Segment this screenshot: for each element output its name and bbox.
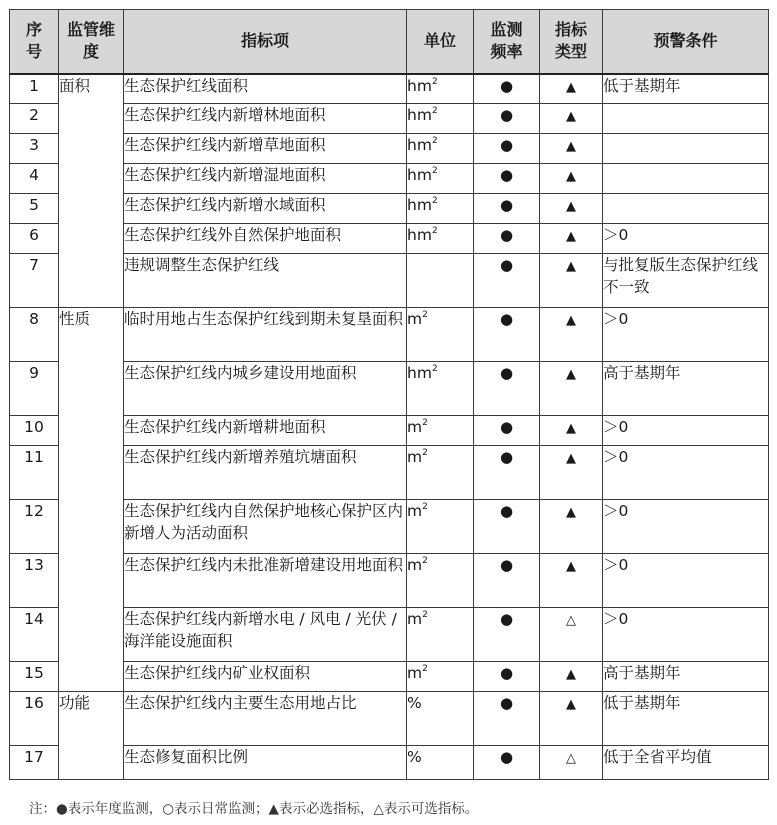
unit-cell — [407, 194, 474, 224]
optional-triangle-icon: △ — [566, 751, 576, 766]
type-cell — [540, 164, 603, 194]
indicator-cell: 生态保护红线外自然保护地面积 — [124, 224, 407, 254]
unit-base: m — [407, 556, 423, 574]
table-row — [10, 362, 769, 416]
unit-base: hm — [407, 226, 432, 244]
unit-cell — [407, 224, 474, 254]
row-number: 5 — [10, 194, 59, 224]
unit-cell — [407, 104, 474, 134]
warning-cell: 低于基期年 — [603, 74, 769, 104]
warning-cell — [603, 194, 769, 224]
indicator-cell: 生态保护红线面积 — [124, 74, 407, 104]
row-number: 2 — [10, 104, 59, 134]
header-no: 序号 — [10, 10, 59, 74]
table-row — [10, 134, 769, 164]
warning-cell: ＞0 — [603, 446, 769, 500]
header-dimension: 监管维度 — [59, 10, 124, 74]
unit-exponent: 2 — [422, 502, 428, 512]
indicator-cell: 生态保护红线内新增林地面积 — [124, 104, 407, 134]
unit-base: hm — [407, 364, 432, 382]
table-row — [10, 692, 769, 746]
table-row — [10, 104, 769, 134]
header-type: 指标类型 — [540, 10, 603, 74]
required-triangle-icon: ▲ — [566, 367, 576, 382]
row-number: 11 — [10, 446, 59, 500]
row-number: 13 — [10, 554, 59, 608]
annual-monitoring-dot-icon: ● — [499, 448, 514, 466]
unit-base: hm — [407, 76, 432, 95]
row-number: 8 — [10, 308, 59, 362]
type-cell — [540, 104, 603, 134]
frequency-cell — [474, 308, 540, 362]
annual-monitoring-dot-icon: ● — [499, 694, 514, 712]
warning-cell: 与批复版生态保护红线不一致 — [603, 254, 769, 308]
warning-cell: ＞0 — [603, 224, 769, 254]
type-cell — [540, 554, 603, 608]
type-cell — [540, 446, 603, 500]
table-row — [10, 164, 769, 194]
unit-base: m — [407, 418, 423, 436]
type-cell — [540, 308, 603, 362]
frequency-cell — [474, 74, 540, 104]
row-number: 10 — [10, 416, 59, 446]
indicator-cell: 生态保护红线内自然保护地核心保护区内新增人为活动面积 — [124, 500, 407, 554]
header-frequency: 监测频率 — [474, 10, 540, 74]
indicator-cell: 生态保护红线内新增水域面积 — [124, 194, 407, 224]
indicator-cell: 生态保护红线内城乡建设用地面积 — [124, 362, 407, 416]
row-number: 9 — [10, 362, 59, 416]
type-cell — [540, 662, 603, 692]
warning-cell: 高于基期年 — [603, 662, 769, 692]
required-triangle-icon: ▲ — [566, 451, 576, 466]
required-triangle-icon: ▲ — [566, 79, 576, 95]
required-triangle-icon: ▲ — [566, 109, 576, 124]
indicator-table — [9, 9, 769, 780]
warning-cell: 低于基期年 — [603, 692, 769, 746]
frequency-cell — [474, 500, 540, 554]
indicator-cell: 生态保护红线内新增水电 / 风电 / 光伏 / 海洋能设施面积 — [124, 608, 407, 662]
optional-triangle-icon: △ — [566, 613, 576, 628]
table-row — [10, 446, 769, 500]
annual-monitoring-dot-icon: ● — [499, 556, 514, 574]
annual-monitoring-dot-icon: ● — [499, 664, 514, 682]
unit-exponent: 2 — [422, 310, 428, 320]
unit-exponent: 2 — [431, 166, 438, 176]
type-cell — [540, 608, 603, 662]
annual-monitoring-dot-icon: ● — [499, 364, 514, 382]
unit-base: m — [407, 310, 423, 328]
indicator-cell: 生态保护红线内新增养殖坑塘面积 — [124, 446, 407, 500]
annual-monitoring-dot-icon: ● — [499, 106, 514, 124]
annual-monitoring-dot-icon: ● — [499, 166, 514, 184]
unit-cell — [407, 308, 474, 362]
required-triangle-icon: ▲ — [566, 505, 576, 520]
table-row — [10, 608, 769, 662]
annual-monitoring-dot-icon: ● — [499, 76, 514, 95]
warning-cell: ＞0 — [603, 500, 769, 554]
table-row — [10, 254, 769, 308]
required-triangle-icon: ▲ — [566, 559, 576, 574]
annual-monitoring-dot-icon: ● — [499, 256, 514, 274]
warning-cell: ＞0 — [603, 416, 769, 446]
unit-exponent: 2 — [431, 106, 438, 116]
unit-exponent: 2 — [422, 610, 428, 620]
type-cell — [540, 254, 603, 308]
row-number: 6 — [10, 224, 59, 254]
warning-cell — [603, 164, 769, 194]
indicator-cell: 生态保护红线内未批准新增建设用地面积 — [124, 554, 407, 608]
indicator-cell: 违规调整生态保护红线 — [124, 254, 407, 308]
frequency-cell — [474, 446, 540, 500]
frequency-cell — [474, 416, 540, 446]
unit-base: m — [407, 664, 423, 682]
table-row — [10, 746, 769, 780]
unit-base: hm — [407, 136, 432, 154]
annual-monitoring-dot-icon: ● — [499, 136, 514, 154]
unit-cell — [407, 134, 474, 164]
unit-cell — [407, 662, 474, 692]
frequency-cell — [474, 554, 540, 608]
table-body — [10, 74, 769, 780]
type-cell — [540, 416, 603, 446]
unit-exponent: 2 — [431, 364, 438, 374]
unit-cell — [407, 362, 474, 416]
unit-cell — [407, 746, 474, 780]
unit-cell — [407, 446, 474, 500]
required-triangle-icon: ▲ — [566, 421, 576, 436]
annual-monitoring-dot-icon: ● — [499, 226, 514, 244]
required-triangle-icon: ▲ — [566, 259, 576, 274]
unit-cell — [407, 554, 474, 608]
row-number: 1 — [10, 74, 59, 104]
unit-base: m — [407, 610, 423, 628]
required-triangle-icon: ▲ — [566, 199, 576, 214]
unit-base: m — [407, 502, 423, 520]
table-row — [10, 416, 769, 446]
table-row — [10, 224, 769, 254]
required-triangle-icon: ▲ — [566, 697, 576, 712]
frequency-cell — [474, 746, 540, 780]
unit-exponent: 2 — [431, 76, 438, 87]
row-number: 15 — [10, 662, 59, 692]
warning-cell: 高于基期年 — [603, 362, 769, 416]
table-row — [10, 74, 769, 104]
frequency-cell — [474, 662, 540, 692]
unit-base: % — [407, 748, 422, 766]
table-header — [10, 10, 769, 74]
frequency-cell — [474, 608, 540, 662]
required-triangle-icon: ▲ — [566, 667, 576, 682]
header-warning: 预警条件 — [603, 10, 769, 74]
row-number: 7 — [10, 254, 59, 308]
frequency-cell — [474, 224, 540, 254]
table-row — [10, 308, 769, 362]
unit-exponent: 2 — [431, 136, 438, 146]
row-number: 12 — [10, 500, 59, 554]
table-note: 注：●表示年度监测，○表示日常监测；▲表示必选指标，△表示可选指标。 — [29, 801, 479, 817]
warning-cell — [603, 134, 769, 164]
warning-cell — [603, 104, 769, 134]
unit-exponent: 2 — [422, 448, 428, 458]
unit-cell — [407, 74, 474, 104]
annual-monitoring-dot-icon: ● — [499, 610, 514, 628]
frequency-cell — [474, 134, 540, 164]
unit-base: m — [407, 448, 423, 466]
annual-monitoring-dot-icon: ● — [499, 310, 514, 328]
indicator-cell: 生态保护红线内主要生态用地占比 — [124, 692, 407, 746]
indicator-cell: 生态保护红线内矿业权面积 — [124, 662, 407, 692]
unit-cell — [407, 254, 474, 308]
indicator-cell: 生态保护红线内新增草地面积 — [124, 134, 407, 164]
table-row — [10, 194, 769, 224]
type-cell — [540, 746, 603, 780]
dimension-cell: 面积 — [59, 74, 124, 308]
unit-exponent: 2 — [431, 226, 438, 236]
unit-exponent: 2 — [422, 556, 428, 566]
type-cell — [540, 692, 603, 746]
required-triangle-icon: ▲ — [566, 313, 576, 328]
table-row — [10, 662, 769, 692]
warning-cell: ＞0 — [603, 608, 769, 662]
annual-monitoring-dot-icon: ● — [499, 196, 514, 214]
row-number: 16 — [10, 692, 59, 746]
frequency-cell — [474, 254, 540, 308]
warning-cell: ＞0 — [603, 308, 769, 362]
annual-monitoring-dot-icon: ● — [499, 502, 514, 520]
required-triangle-icon: ▲ — [566, 229, 576, 244]
indicator-cell: 临时用地占生态保护红线到期未复垦面积 — [124, 308, 407, 362]
annual-monitoring-dot-icon: ● — [499, 748, 514, 766]
required-triangle-icon: ▲ — [566, 139, 576, 154]
type-cell — [540, 134, 603, 164]
row-number: 14 — [10, 608, 59, 662]
indicator-cell: 生态保护红线内新增耕地面积 — [124, 416, 407, 446]
warning-cell: ＞0 — [603, 554, 769, 608]
type-cell — [540, 194, 603, 224]
type-cell — [540, 500, 603, 554]
dimension-cell: 功能 — [59, 692, 124, 780]
warning-cell: 低于全省平均值 — [603, 746, 769, 780]
frequency-cell — [474, 164, 540, 194]
unit-exponent: 2 — [431, 196, 438, 206]
unit-base: % — [407, 694, 422, 712]
unit-cell — [407, 692, 474, 746]
header-indicator: 指标项 — [124, 10, 407, 74]
unit-exponent: 2 — [422, 664, 428, 674]
row-number: 3 — [10, 134, 59, 164]
type-cell — [540, 362, 603, 416]
type-cell — [540, 224, 603, 254]
table-row — [10, 500, 769, 554]
frequency-cell — [474, 194, 540, 224]
row-number: 4 — [10, 164, 59, 194]
indicator-cell: 生态修复面积比例 — [124, 746, 407, 780]
indicator-cell: 生态保护红线内新增湿地面积 — [124, 164, 407, 194]
required-triangle-icon: ▲ — [566, 169, 576, 184]
unit-exponent: 2 — [422, 418, 428, 428]
frequency-cell — [474, 362, 540, 416]
dimension-cell: 性质 — [59, 308, 124, 692]
unit-base: hm — [407, 106, 432, 124]
header-unit: 单位 — [407, 10, 474, 74]
unit-cell — [407, 164, 474, 194]
unit-cell — [407, 500, 474, 554]
annual-monitoring-dot-icon: ● — [499, 418, 514, 436]
table-row — [10, 554, 769, 608]
unit-cell — [407, 608, 474, 662]
unit-base: hm — [407, 166, 432, 184]
frequency-cell — [474, 692, 540, 746]
type-cell — [540, 74, 603, 104]
unit-cell — [407, 416, 474, 446]
row-number: 17 — [10, 746, 59, 780]
unit-base: hm — [407, 196, 432, 214]
frequency-cell — [474, 104, 540, 134]
